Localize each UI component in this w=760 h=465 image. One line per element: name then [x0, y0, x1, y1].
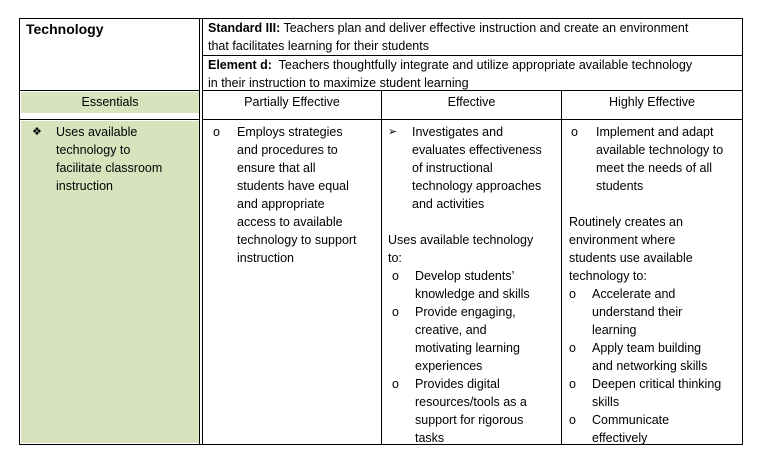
element-line-1: Teachers thoughtfully integrate and utilize appropriate available technology [271, 58, 693, 72]
table-right-border [742, 18, 743, 445]
highly-line: Implement and adapt [596, 125, 714, 139]
circle-bullet-icon: o [392, 269, 399, 283]
col-header-highly-effective: Highly Effective [609, 95, 695, 109]
circle-bullet-icon: o [392, 305, 399, 319]
effective-sub-line: experiences [415, 359, 483, 373]
effective-intro: Uses available technology [388, 233, 534, 247]
highly-sub-item [569, 285, 723, 339]
highly-sub-line: Deepen critical thinking [592, 377, 722, 391]
highly-sub-line: and networking skills [592, 359, 708, 373]
partially-line: ensure that all [237, 161, 316, 175]
effective-sub-item [392, 303, 542, 375]
col-divider-effective [381, 90, 382, 445]
effective-sub-line: Provide engaging, [415, 305, 516, 319]
arrow-bullet-icon: ➢ [388, 126, 398, 138]
highly-line: available technology to [596, 143, 724, 157]
highly-item [569, 123, 723, 195]
effective-cell [388, 123, 542, 447]
element-text [208, 56, 692, 92]
partially-cell [213, 123, 357, 267]
highly-sub-item [569, 411, 723, 447]
col-divider-highly [561, 90, 562, 445]
effective-intro: to: [388, 251, 402, 265]
highly-line: students [596, 179, 644, 193]
highly-sub-line: learning [592, 323, 637, 337]
standard-label: Standard III: [208, 21, 281, 35]
effective-line: and activities [412, 197, 485, 211]
effective-sub-line: Provides digital [415, 377, 500, 391]
circle-bullet-icon: o [392, 377, 399, 391]
element-line-2: in their instruction to maximize student learning [208, 76, 469, 90]
effective-line: Investigates and [412, 125, 504, 139]
column-header-bottom-left [19, 119, 200, 120]
header-bottom-border-left [19, 90, 200, 91]
partially-line: technology to support [237, 233, 357, 247]
col-header-essentials: Essentials [81, 95, 139, 109]
element-label: Element d: [208, 58, 272, 72]
highly-sub-line: effectively [592, 431, 648, 445]
highly-sub-item [569, 375, 723, 411]
highly-intro: students use available [569, 251, 693, 265]
circle-bullet-icon: o [569, 377, 576, 391]
table-left-border [19, 18, 20, 445]
effective-sub-item [392, 375, 542, 447]
col-header-effective: Effective [447, 95, 496, 109]
standard-line-1: Teachers plan and deliver effective instruction and create an environment [280, 21, 689, 35]
essentials-item [32, 123, 162, 195]
essentials-line: instruction [56, 179, 113, 193]
effective-sub-line: motivating learning [415, 341, 520, 355]
partially-line: and appropriate [237, 197, 325, 211]
highly-sub-line: Accelerate and [592, 287, 676, 301]
circle-bullet-icon: o [571, 125, 578, 139]
double-divider-b [202, 18, 203, 445]
effective-sub-line: resources/tools as a [415, 395, 527, 409]
effective-sub-line: knowledge and skills [415, 287, 530, 301]
circle-bullet-icon: o [569, 413, 576, 427]
standard-line-2: that facilitates learning for their students [208, 39, 429, 53]
effective-sub-line: tasks [415, 431, 445, 445]
effective-line: evaluates effectiveness [412, 143, 542, 157]
highly-sub-line: skills [592, 395, 620, 409]
circle-bullet-icon: o [569, 341, 576, 355]
partially-line: students have equal [237, 179, 349, 193]
highly-sub-line: Communicate [592, 413, 670, 427]
essentials-line: facilitate classroom [56, 161, 163, 175]
effective-sub-line: Develop students’ [415, 269, 515, 283]
effective-item [388, 123, 542, 213]
highly-intro: Routinely creates an [569, 215, 683, 229]
partially-line: access to available [237, 215, 343, 229]
highly-sub-line: Apply team building [592, 341, 702, 355]
effective-sub-line: creative, and [415, 323, 487, 337]
highly-cell [569, 123, 723, 447]
circle-bullet-icon: o [569, 287, 576, 301]
highly-sub-item [569, 339, 723, 375]
col-header-partially-effective: Partially Effective [244, 95, 340, 109]
highly-intro: technology to: [569, 269, 647, 283]
partially-line: and procedures to [237, 143, 338, 157]
standard-text [208, 19, 688, 55]
partially-line: instruction [237, 251, 294, 265]
effective-sub-line: support for rigorous [415, 413, 524, 427]
effective-line: of instructional [412, 161, 493, 175]
circle-bullet-icon: o [213, 125, 220, 139]
partially-line: Employs strategies [237, 125, 343, 139]
essentials-line: technology to [56, 143, 131, 157]
effective-sub-item [392, 267, 542, 303]
highly-sub-line: understand their [592, 305, 683, 319]
partially-item [213, 123, 357, 267]
diamond-bullet-icon: ❖ [32, 126, 42, 138]
highly-line: meet the needs of all [596, 161, 713, 175]
column-header-bottom-right [202, 119, 743, 120]
essentials-cell [32, 123, 162, 195]
double-divider-a [199, 18, 200, 445]
category-title: Technology [26, 21, 104, 37]
effective-line: technology approaches [412, 179, 542, 193]
essentials-line: Uses available [56, 125, 138, 139]
highly-intro: environment where [569, 233, 676, 247]
